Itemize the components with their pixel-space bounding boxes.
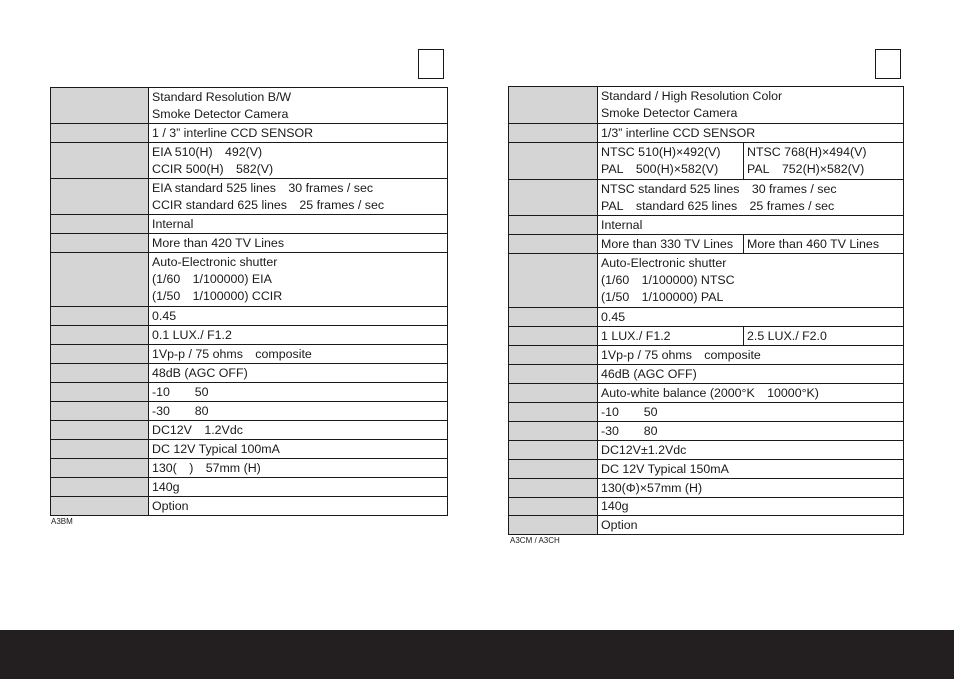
spec-row	[509, 87, 904, 124]
footer-bar	[0, 630, 954, 679]
spec-value-cell	[598, 235, 744, 254]
spec-value-line: PAL 500(H)×582(V)	[601, 162, 719, 176]
spec-value-line: 0.45	[152, 308, 177, 323]
spec-row	[509, 441, 904, 460]
spec-label-cell	[509, 422, 598, 441]
spec-row	[51, 326, 448, 345]
spec-value-line: DC12V 1.2Vdc	[152, 422, 243, 437]
spec-value-line: 130( ) 57mm (H)	[152, 460, 261, 475]
spec-row	[509, 384, 904, 403]
spec-label-cell	[51, 179, 149, 215]
spec-value-cell	[598, 384, 904, 403]
spec-value-line: 1 / 3” interline CCD SENSOR	[152, 125, 314, 140]
spec-value-cell	[598, 124, 904, 143]
spec-value-cell	[149, 421, 448, 440]
spec-value-cell	[598, 460, 904, 479]
spec-value-line: Option	[601, 517, 638, 532]
spec-value-cell	[149, 497, 448, 516]
spec-row	[509, 216, 904, 235]
spec-row	[509, 124, 904, 143]
spec-label-cell	[51, 478, 149, 497]
spec-value-cell	[149, 402, 448, 421]
spec-label-cell	[51, 215, 149, 234]
spec-value-line: 2.5 LUX./ F2.0	[747, 328, 827, 343]
spec-row	[51, 88, 448, 124]
spec-value-line: More than 460 TV Lines	[747, 236, 880, 251]
spec-value-line: -30 80	[601, 423, 658, 438]
spec-label-cell	[51, 459, 149, 478]
spec-label-cell	[51, 383, 149, 402]
spec-row	[509, 308, 904, 327]
spec-value-line: 0.45	[601, 309, 626, 324]
spec-value-line: 130(Φ)×57mm (H)	[601, 480, 703, 495]
spec-label-cell	[51, 124, 149, 143]
spec-value-cell	[149, 307, 448, 326]
spec-value-cell	[598, 216, 904, 235]
spec-row	[51, 478, 448, 497]
spec-label-cell	[509, 365, 598, 384]
spec-value-cell	[149, 478, 448, 497]
spec-value-cell	[598, 479, 904, 498]
spec-value-line: DC12V±1.2Vdc	[601, 442, 687, 457]
spec-label-cell	[509, 143, 598, 180]
spec-value-line: -10 50	[152, 384, 209, 399]
spec-row	[509, 479, 904, 498]
right-spec-table	[508, 86, 904, 535]
spec-value-line: EIA 510(H) 492(V)	[152, 144, 263, 159]
spec-value-cell	[149, 88, 448, 124]
spec-label-cell	[51, 345, 149, 364]
spec-label-cell	[51, 253, 149, 307]
spec-row	[51, 421, 448, 440]
spec-label-cell	[51, 497, 149, 516]
spec-value-line: -10 50	[601, 404, 658, 419]
spec-value-cell	[598, 403, 904, 422]
spec-value-line: 140g	[601, 499, 629, 513]
spec-row	[509, 235, 904, 254]
spec-value-line: Auto-Electronic shutter	[601, 256, 727, 270]
left-spec-table	[50, 87, 448, 516]
spec-value-cell	[598, 143, 744, 180]
spec-value-line: 0.1 LUX./ F1.2	[152, 327, 232, 342]
spec-label-cell	[509, 87, 598, 124]
spec-label-cell	[51, 402, 149, 421]
spec-value-cell	[598, 327, 744, 346]
spec-value-line: (1/50 1/100000) PAL	[601, 290, 724, 304]
right-page-number-box	[875, 49, 901, 79]
spec-row	[509, 254, 904, 308]
spec-value-line: NTSC 768(H)×494(V)	[747, 145, 867, 159]
spec-label-cell	[51, 421, 149, 440]
spec-value-line: Option	[152, 498, 189, 513]
spec-label-cell	[51, 88, 149, 124]
spec-value-line: Auto-Electronic shutter	[152, 255, 278, 269]
spec-row	[509, 346, 904, 365]
spec-label-cell	[51, 440, 149, 459]
spec-row	[509, 422, 904, 441]
spec-value-cell	[598, 180, 904, 216]
spec-value-cell	[149, 143, 448, 179]
spec-value-cell	[744, 143, 904, 180]
spec-value-line: More than 420 TV Lines	[152, 235, 285, 250]
spec-value-cell	[149, 345, 448, 364]
spec-row	[51, 383, 448, 402]
spec-value-line: DC 12V Typical 150mA	[601, 461, 729, 476]
spec-value-cell	[598, 365, 904, 384]
spec-value-line: 48dB (AGC OFF)	[152, 365, 248, 380]
spec-row	[509, 403, 904, 422]
spec-value-line: Internal	[601, 217, 643, 232]
spec-row	[51, 459, 448, 478]
spec-label-cell	[51, 307, 149, 326]
spec-label-cell	[509, 516, 598, 535]
spec-label-cell	[509, 346, 598, 365]
spec-value-line: Smoke Detector Camera	[601, 106, 738, 120]
spec-value-line: -30 80	[152, 403, 209, 418]
spec-label-cell	[51, 364, 149, 383]
spec-row	[51, 124, 448, 143]
spec-value-cell	[744, 327, 904, 346]
spec-value-cell	[149, 215, 448, 234]
spec-row	[509, 143, 904, 180]
spec-value-line: Standard Resolution B/W	[152, 89, 292, 104]
spec-label-cell	[51, 326, 149, 345]
spec-label-cell	[509, 384, 598, 403]
spec-value-cell	[598, 87, 904, 124]
left-model-code: A3BM	[51, 517, 73, 526]
spec-value-cell	[598, 308, 904, 327]
spec-label-cell	[51, 234, 149, 253]
spec-value-line: 1 LUX./ F1.2	[601, 328, 671, 343]
spec-value-cell	[598, 516, 904, 535]
spec-value-line: Smoke Detector Camera	[152, 106, 289, 121]
spec-row	[51, 402, 448, 421]
spec-value-line: CCIR 500(H) 582(V)	[152, 161, 274, 176]
spec-label-cell	[509, 441, 598, 460]
spec-label-cell	[51, 143, 149, 179]
spec-value-line: 46dB (AGC OFF)	[601, 366, 697, 381]
spec-row	[51, 215, 448, 234]
spec-value-cell	[598, 441, 904, 460]
spec-value-line: PAL 752(H)×582(V)	[747, 162, 865, 176]
spec-label-cell	[509, 403, 598, 422]
spec-label-cell	[509, 479, 598, 498]
spec-value-line: DC 12V Typical 100mA	[152, 441, 280, 456]
spec-row	[51, 440, 448, 459]
spec-value-line: (1/60 1/100000) EIA	[152, 272, 272, 286]
spec-row	[51, 364, 448, 383]
spec-value-line: (1/50 1/100000) CCIR	[152, 289, 283, 303]
spec-row	[509, 180, 904, 216]
spec-value-cell	[149, 326, 448, 345]
spec-value-line: PAL standard 625 lines 25 frames / sec	[601, 198, 835, 213]
spec-row	[509, 365, 904, 384]
spec-row	[509, 516, 904, 535]
spec-value-line: 140g	[152, 479, 180, 494]
spec-row	[509, 498, 904, 516]
spec-label-cell	[509, 308, 598, 327]
spec-label-cell	[509, 124, 598, 143]
spec-value-line: NTSC 510(H)×492(V)	[601, 145, 721, 159]
spec-value-cell	[149, 364, 448, 383]
spec-value-line: NTSC standard 525 lines 30 frames / sec	[601, 181, 837, 196]
spec-value-line: 1Vp-p / 75 ohms composite	[601, 347, 761, 362]
spec-value-cell	[598, 498, 904, 516]
spec-row	[51, 307, 448, 326]
spec-value-line: Internal	[152, 216, 194, 231]
spec-row	[51, 143, 448, 179]
spec-value-line: 1/3” interline CCD SENSOR	[601, 125, 756, 140]
spec-value-line: Auto-white balance (2000°K 10000°K)	[601, 385, 819, 400]
spec-value-cell	[598, 254, 904, 308]
spec-value-line: (1/60 1/100000) NTSC	[601, 273, 735, 287]
spec-label-cell	[509, 254, 598, 308]
spec-row	[51, 253, 448, 307]
spec-value-cell	[149, 459, 448, 478]
spec-value-line: EIA standard 525 lines 30 frames / sec	[152, 180, 374, 195]
spec-label-cell	[509, 180, 598, 216]
spec-value-cell	[149, 124, 448, 143]
spec-row	[509, 327, 904, 346]
spec-value-cell	[149, 440, 448, 459]
spec-label-cell	[509, 460, 598, 479]
left-page-number-box	[418, 49, 444, 79]
spec-value-cell	[149, 383, 448, 402]
spec-label-cell	[509, 498, 598, 516]
spec-row	[51, 179, 448, 215]
spec-value-cell	[149, 179, 448, 215]
spec-value-cell	[598, 346, 904, 365]
spec-label-cell	[509, 235, 598, 254]
spec-value-cell	[149, 234, 448, 253]
spec-value-line: Standard / High Resolution Color	[601, 89, 783, 103]
spec-value-line: 1Vp-p / 75 ohms composite	[152, 346, 312, 361]
spec-value-cell	[149, 253, 448, 307]
spec-row	[51, 497, 448, 516]
spec-value-cell	[744, 235, 904, 254]
spec-row	[51, 234, 448, 253]
spec-row	[51, 345, 448, 364]
spec-label-cell	[509, 327, 598, 346]
spec-value-line: More than 330 TV Lines	[601, 236, 734, 251]
spec-row	[509, 460, 904, 479]
spec-value-line: CCIR standard 625 lines 25 frames / sec	[152, 197, 385, 212]
right-model-code: A3CM / A3CH	[510, 536, 560, 545]
spec-label-cell	[509, 216, 598, 235]
spec-value-cell	[598, 422, 904, 441]
